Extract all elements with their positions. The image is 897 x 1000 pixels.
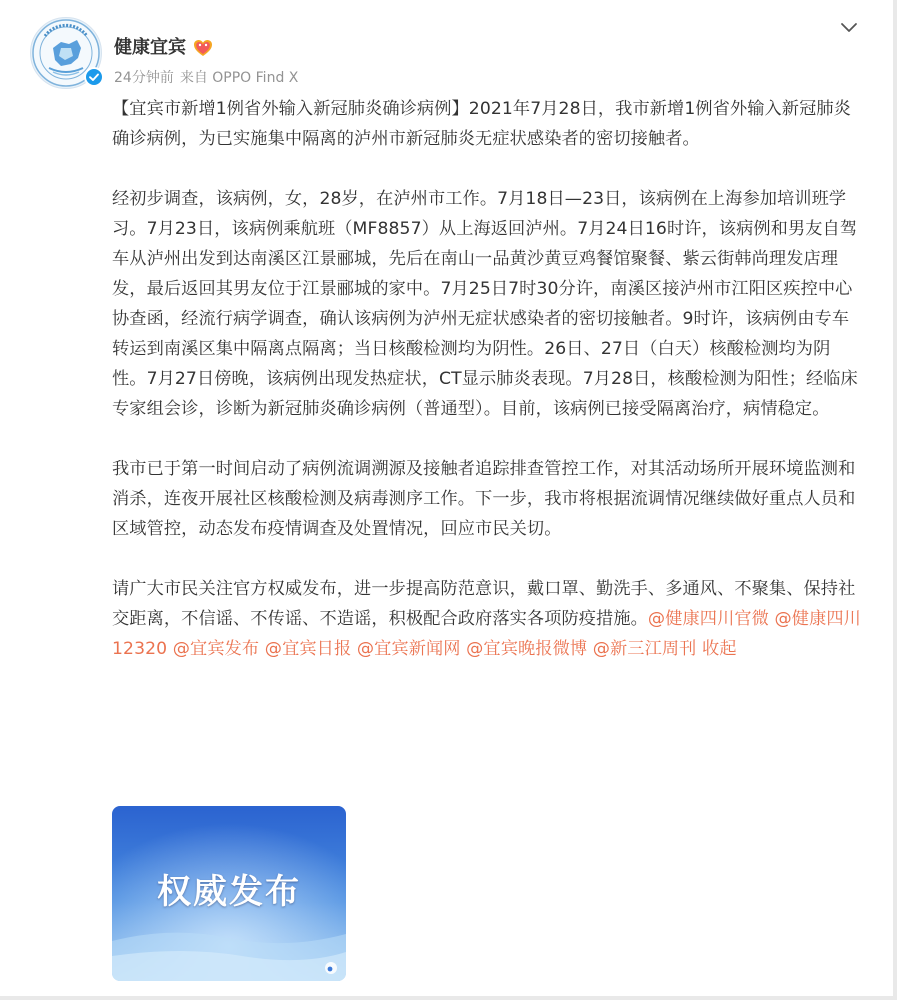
author-avatar-container[interactable]	[30, 17, 102, 89]
mention-link[interactable]: @宜宾日报	[264, 639, 352, 659]
chevron-down-icon	[840, 22, 858, 34]
author-name[interactable]: 健康宜宾	[114, 37, 186, 58]
post-paragraph-last	[112, 574, 862, 664]
mention-link[interactable]: @健康四川12320	[112, 609, 861, 659]
post-meta	[114, 68, 298, 88]
image-caption: 权威发布	[157, 872, 301, 912]
post-paragraph: 我市已于第一时间启动了病例流调溯源及接触者追踪排查管控工作，对其活动场所开展环境监测和消杀，连夜开展社区核酸检测及病毒测序工作。下一步，我市将根据流调情况继续做好重点人员和区域管控，动态发布疫情调查及处置情况，回应市民关切。	[112, 459, 856, 539]
more-options-button[interactable]	[837, 18, 861, 38]
post-source: 来自 OPPO Find X	[179, 70, 299, 86]
post-image-thumbnail[interactable]	[112, 806, 346, 981]
post-content	[112, 94, 862, 664]
mention-link[interactable]: @宜宾发布	[172, 639, 260, 659]
frame-edge-right	[893, 0, 897, 1000]
mention-link[interactable]: @宜宾新闻网	[356, 639, 461, 659]
verified-badge-icon	[84, 67, 104, 87]
mention-link[interactable]: @健康四川官微	[647, 609, 769, 629]
author-row	[114, 36, 214, 60]
weibo-watermark-icon	[324, 961, 338, 975]
vip-heart-badge-icon[interactable]	[192, 37, 214, 59]
mention-link[interactable]: @新三江周刊	[592, 639, 697, 659]
post-paragraph: 【宜宾市新增1例省外输入新冠肺炎确诊病例】2021年7月28日，我市新增1例省外输入新冠肺炎确诊病例，为已实施集中隔离的泸州市新冠肺炎无症状感染者的密切接触者。	[112, 99, 851, 149]
post-time[interactable]: 24分钟前	[114, 70, 174, 86]
post-paragraph-text: 请广大市民关注官方权威发布，进一步提高防范意识，戴口罩、勤洗手、多通风、不聚集、保持社交距离，不信谣、不传谣、不造谣，积极配合政府落实各项防疫措施。	[112, 579, 856, 629]
post-paragraph: 经初步调查，该病例，女，28岁，在泸州市工作。7月18日—23日，该病例在上海参加培训班学习。7月23日，该病例乘航班（MF8857）从上海返回泸州。7月24日16时许，该病例和男友自驾车从泸州出发到达南溪区江景郦城，先后在南山一品黄沙黄豆鸡餐馆聚餐、紫云街韩尚理发店理发，最后返回其男友位于江景郦城的家中。7月25日7时30分许，南溪区接泸州市江阳区疾控中心协查函，经流行病学调查，确认该病例为泸州无症状感染者的密切接触者。9时许，该病例由专车转运到南溪区集中隔离点隔离；当日核酸检测均为阴性。26日、27日（白天）核酸检测均为阴性。7月27日傍晚，该病例出现发热症状，CT显示肺炎表现。7月28日，核酸检测为阳性；经临床专家组会诊，诊断为新冠肺炎确诊病例（普通型）。目前，该病例已接受隔离治疗，病情稳定。	[112, 189, 858, 419]
mention-link[interactable]: @宜宾晚报微博	[466, 639, 588, 659]
collapse-link[interactable]: 收起	[702, 639, 737, 659]
frame-edge-bottom	[0, 996, 897, 1000]
